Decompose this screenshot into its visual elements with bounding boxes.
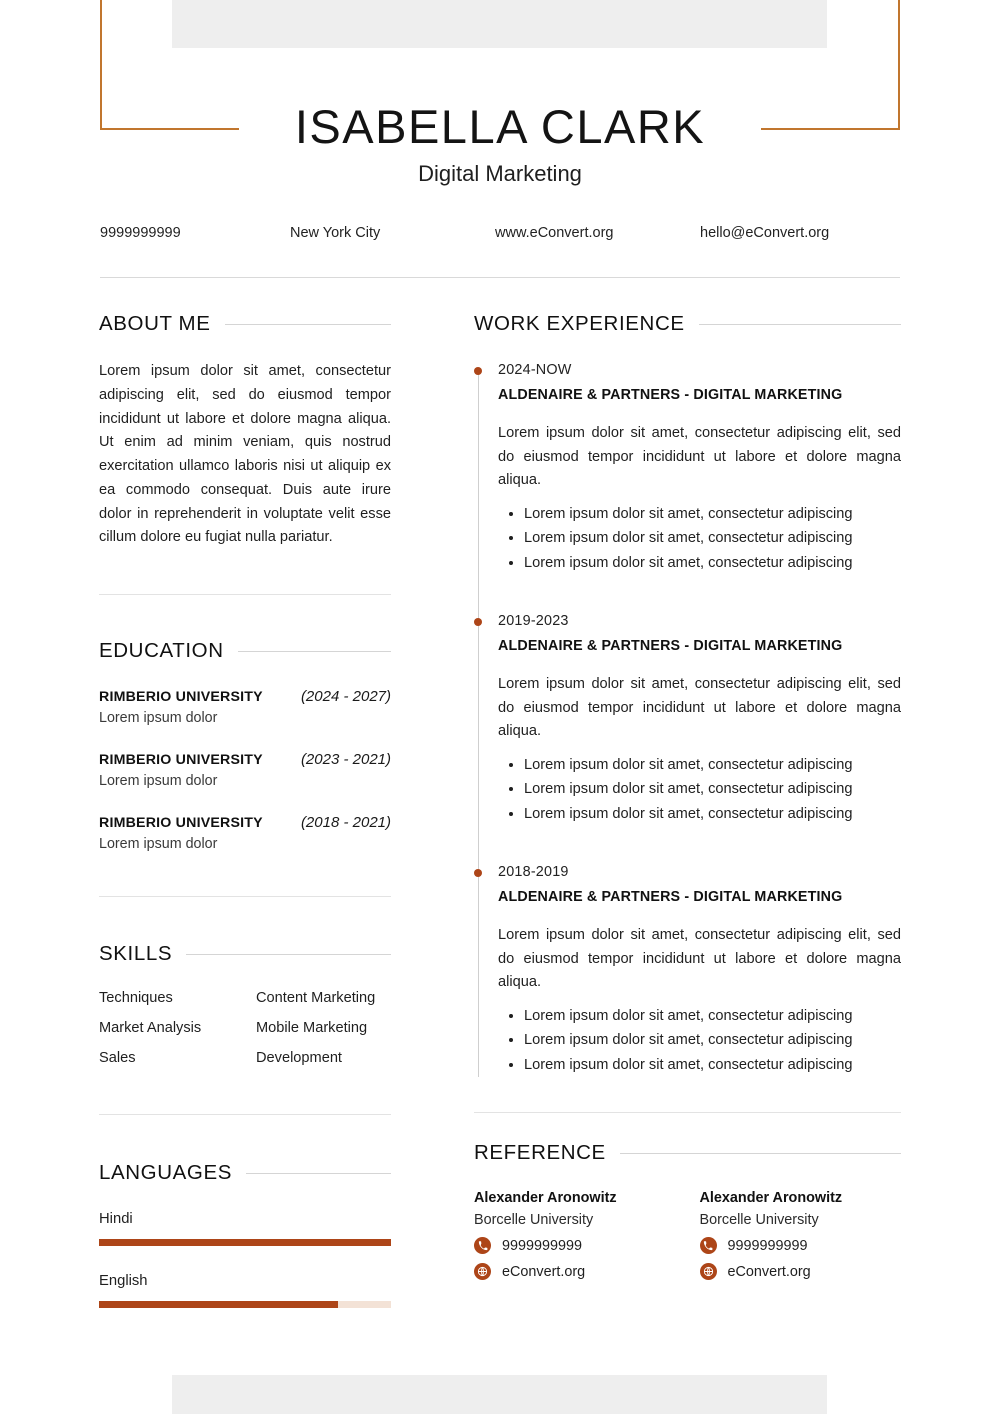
skills-section-title: SKILLS: [99, 942, 173, 966]
candidate-role: Digital Marketing: [418, 161, 582, 186]
reference-section-header: [474, 1141, 901, 1165]
work-date: 2018-2019: [498, 864, 569, 880]
contact-website: www.eConvert.org: [495, 225, 614, 241]
education-date: (2018 - 2021): [300, 814, 391, 832]
education-section-rule: [238, 651, 391, 652]
language-name: English: [99, 1273, 148, 1290]
reference-website-row: [700, 1263, 902, 1280]
education-section-title: EDUCATION: [99, 639, 224, 663]
work-bullet-list: [498, 1004, 901, 1077]
skills-section-header: [99, 942, 391, 966]
work-bullet: • Lorem ipsum dolor sit amet, consectetur adipiscing: [524, 1028, 901, 1052]
contact-phone: 9999999999: [100, 225, 181, 241]
skill-item: Sales: [99, 1050, 136, 1067]
education-section-header: [99, 639, 391, 663]
contact-row: [100, 225, 900, 241]
reference-website-row: [474, 1263, 676, 1280]
timeline-dot-icon: [474, 618, 482, 626]
work-summary: Lorem ipsum dolor sit amet, consectetur adipiscing elit, sed do eiusmod tempor incididunt ut labore et dolore magna aliqua.: [498, 927, 901, 991]
work-bullet: • Lorem ipsum dolor sit amet, consectetur adipiscing: [524, 526, 901, 550]
work-company: ALDENAIRE & PARTNERS - DIGITAL MARKETING: [498, 638, 843, 654]
work-experience-item: [498, 613, 901, 826]
work-summary: Lorem ipsum dolor sit amet, consectetur adipiscing elit, sed do eiusmod tempor incididunt ut labore et dolore magna aliqua.: [498, 676, 901, 740]
reference-section-title: REFERENCE: [474, 1141, 606, 1164]
work-section-title: WORK EXPERIENCE: [474, 312, 685, 335]
reference-item: [474, 1190, 676, 1280]
language-name: Hindi: [99, 1211, 133, 1228]
education-description: Lorem ipsum dolor: [99, 836, 218, 853]
work-section-header: [474, 312, 901, 336]
reference-website: eConvert.org: [502, 1263, 586, 1280]
work-date: 2019-2023: [498, 613, 569, 629]
reference-organization: Borcelle University: [699, 1212, 819, 1228]
skill-item: Techniques: [99, 990, 173, 1007]
timeline-axis: [478, 370, 479, 1077]
education-description: Lorem ipsum dolor: [99, 710, 218, 727]
contact-location: New York City: [290, 225, 381, 241]
reference-section: [474, 1141, 901, 1280]
work-company: ALDENAIRE & PARTNERS - DIGITAL MARKETING: [498, 387, 843, 403]
skills-section-rule: [186, 954, 391, 955]
education-school: RIMBERIO UNIVERSITY: [99, 815, 263, 832]
reference-name: Alexander Aronowitz: [699, 1190, 843, 1206]
skills-section: [99, 942, 391, 1066]
bottom-accent-band: [172, 1375, 827, 1414]
work-bullet: • Lorem ipsum dolor sit amet, consectetur adipiscing: [524, 802, 901, 826]
skill-item: Mobile Marketing: [256, 1020, 368, 1037]
right-column: [474, 312, 901, 1280]
skill-item: Market Analysis: [99, 1020, 202, 1037]
work-experience-item: [498, 864, 901, 1077]
work-bullet: • Lorem ipsum dolor sit amet, consectetur adipiscing: [524, 551, 901, 575]
work-timeline: [474, 362, 901, 1077]
right-divider-1: [474, 1112, 901, 1113]
reference-grid: [474, 1190, 901, 1280]
left-divider-3: [99, 1114, 391, 1115]
education-school: RIMBERIO UNIVERSITY: [99, 752, 263, 769]
education-date: (2024 - 2027): [300, 688, 391, 706]
reference-phone-row: [474, 1237, 676, 1254]
language-item: [99, 1211, 391, 1246]
languages-section-title: LANGUAGES: [99, 1161, 232, 1185]
about-section: [99, 312, 391, 550]
education-item-heading: [99, 814, 391, 831]
reference-item: [700, 1190, 902, 1280]
left-divider-2: [99, 896, 391, 897]
skills-grid: [99, 990, 391, 1066]
education-list: [99, 688, 391, 852]
timeline-dot-icon: [474, 869, 482, 877]
language-level-track: [99, 1239, 391, 1246]
reference-section-rule: [620, 1153, 901, 1154]
header-divider: [100, 277, 900, 278]
languages-section-header: [99, 1161, 391, 1185]
work-experience-item: [498, 362, 901, 575]
reference-organization: Borcelle University: [474, 1212, 594, 1228]
reference-website: eConvert.org: [727, 1263, 811, 1280]
education-item-heading: [99, 751, 391, 768]
skill-item: Development: [256, 1050, 342, 1067]
work-bullet: • Lorem ipsum dolor sit amet, consectetur adipiscing: [524, 753, 901, 777]
reference-phone: 9999999999: [727, 1237, 808, 1254]
work-experience-section: [474, 312, 901, 1077]
left-column: [99, 312, 391, 1308]
about-section-header: [99, 312, 391, 336]
work-company: ALDENAIRE & PARTNERS - DIGITAL MARKETING: [498, 889, 843, 905]
education-description: Lorem ipsum dolor: [99, 773, 218, 790]
candidate-name: ISABELLA CLARK: [294, 100, 706, 153]
about-section-rule: [225, 324, 392, 325]
work-section-rule: [699, 324, 901, 325]
education-item: [99, 751, 391, 789]
work-bullet-list: [498, 502, 901, 575]
left-divider-1: [99, 594, 391, 595]
work-summary: Lorem ipsum dolor sit amet, consectetur adipiscing elit, sed do eiusmod tempor incididunt ut labore et dolore magna aliqua.: [498, 425, 901, 489]
timeline-dot-icon: [474, 367, 482, 375]
contact-email: hello@eConvert.org: [700, 225, 830, 241]
languages-section-rule: [246, 1173, 391, 1174]
language-level-fill: [99, 1301, 338, 1308]
about-body-text: Lorem ipsum dolor sit amet, consectetur adipiscing elit, sed do eiusmod tempor incididunt ut labore et dolore magna aliqua. Ut enim ad minim veniam, quis nostrud exercitation ullamco laboris nisi ut aliquip ex ea commodo consequat. Duis aute irure dolor in reprehenderit in voluptate velit esse cillum dolore eu fugiat nulla pariatur.: [99, 363, 391, 546]
skill-item: Content Marketing: [256, 990, 376, 1007]
globe-icon: [700, 1263, 717, 1280]
education-item: [99, 814, 391, 852]
reference-name: Alexander Aronowitz: [474, 1190, 617, 1206]
education-item-heading: [99, 688, 391, 705]
work-bullet: • Lorem ipsum dolor sit amet, consectetur adipiscing: [524, 777, 901, 801]
language-level-track: [99, 1301, 391, 1308]
phone-icon: [474, 1237, 491, 1254]
top-accent-band: [172, 0, 827, 48]
work-bullet: • Lorem ipsum dolor sit amet, consectetur adipiscing: [524, 1053, 901, 1077]
work-bullet-list: [498, 753, 901, 826]
languages-list: [99, 1211, 391, 1308]
globe-icon: [474, 1263, 491, 1280]
language-level-fill: [99, 1239, 391, 1246]
languages-section: [99, 1161, 391, 1308]
about-section-title: ABOUT ME: [99, 312, 211, 335]
reference-phone: 9999999999: [502, 1237, 583, 1254]
reference-phone-row: [700, 1237, 902, 1254]
work-bullet: • Lorem ipsum dolor sit amet, consectetur adipiscing: [524, 502, 901, 526]
education-school: RIMBERIO UNIVERSITY: [99, 689, 263, 706]
education-section: [99, 639, 391, 852]
language-item: [99, 1273, 391, 1308]
work-date: 2024-NOW: [498, 362, 572, 378]
phone-icon: [700, 1237, 717, 1254]
work-bullet: • Lorem ipsum dolor sit amet, consectetur adipiscing: [524, 1004, 901, 1028]
education-item: [99, 688, 391, 726]
education-date: (2023 - 2021): [300, 751, 391, 769]
